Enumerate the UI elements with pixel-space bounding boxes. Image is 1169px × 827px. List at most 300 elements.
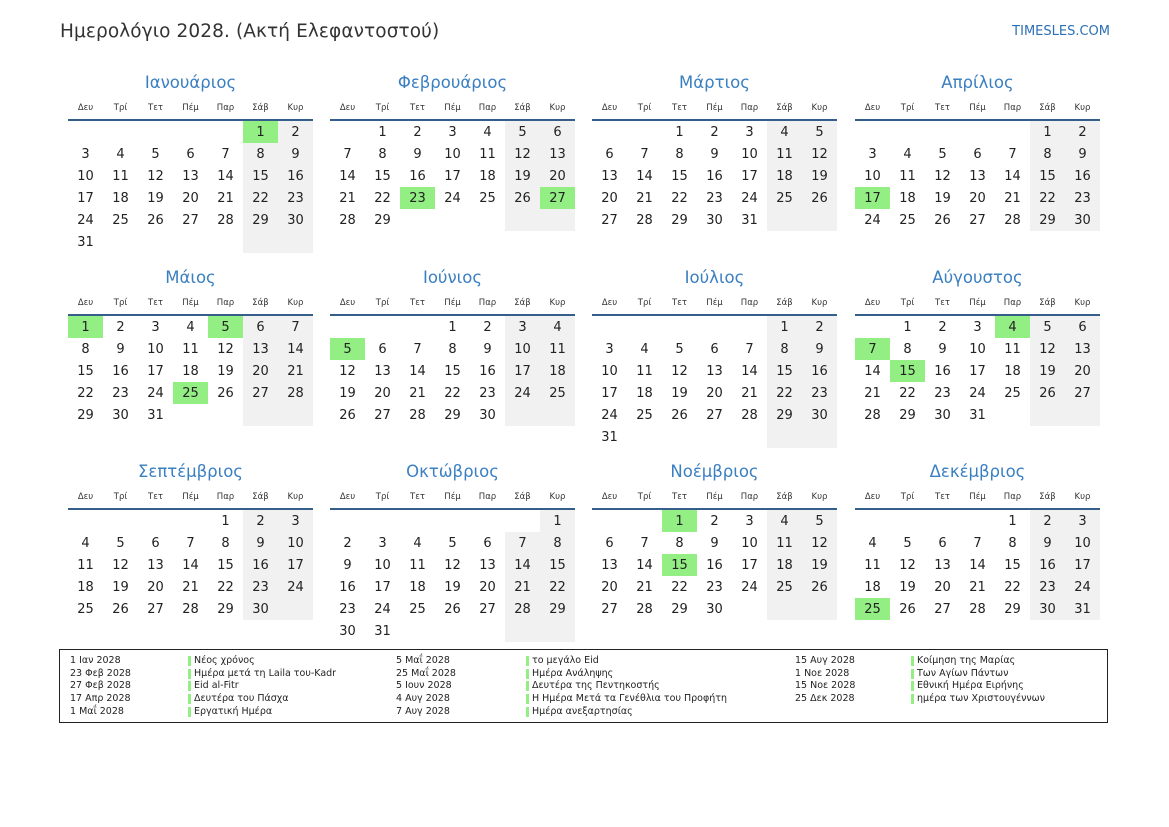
day-cell: 15 [540, 554, 575, 576]
holiday-date: 17 Απρ 2028 [70, 693, 131, 705]
weekday-label: Τρί [375, 103, 390, 113]
day-cell: 21 [864, 385, 881, 401]
weekday-label: Πέμ [706, 298, 723, 308]
holiday-date: 23 Φεβ 2028 [70, 667, 131, 679]
empty-cell [697, 426, 732, 448]
holiday-name: Η Ημέρα Μετά τα Γενέθλια του Προφήτη [526, 693, 727, 704]
weekday-header [68, 492, 313, 505]
day-cell: 12 [147, 168, 164, 184]
day-cell: 15 [1004, 557, 1021, 573]
empty-cell [855, 316, 890, 338]
day-cell: 22 [540, 576, 575, 598]
empty-cell [173, 510, 208, 532]
holiday-date: 1 Νοε 2028 [795, 667, 850, 679]
day-cell: 23 [802, 382, 837, 404]
day-cell: 5 [1030, 316, 1065, 338]
day-cell: 19 [112, 579, 129, 595]
day-cell: 30 [479, 407, 496, 423]
day-cell: 15 [767, 360, 802, 382]
holiday-date: 1 Ιαν 2028 [70, 655, 121, 666]
day-cell: 14 [217, 168, 234, 184]
weekday-label: Παρ [216, 103, 235, 113]
day-cell: 2 [938, 319, 947, 335]
empty-cell [662, 316, 697, 338]
weekday-label: Σάβ [776, 103, 793, 113]
empty-cell [802, 426, 837, 448]
day-cell: 29 [1004, 601, 1021, 617]
holiday-date: 5 Μαΐ 2028 [396, 655, 450, 666]
day-cell: 26 [147, 212, 164, 228]
weekday-header [330, 103, 575, 116]
day-cell: 5 [802, 121, 837, 143]
holiday-name: Νέος χρόνος [188, 655, 255, 666]
day-cell: 27 [243, 382, 278, 404]
day-cell: 3 [378, 535, 387, 551]
weekday-label: Πέμ [182, 492, 199, 502]
holiday-name: Δευτέρα του Πάσχα [188, 693, 289, 704]
day-cell: 3 [745, 513, 754, 529]
holiday-date: 25 Μαΐ 2028 [396, 667, 456, 679]
day-cell: 6 [186, 146, 195, 162]
day-cell: 22 [77, 385, 94, 401]
site-link[interactable]: TIMESLES.COM [1012, 24, 1110, 39]
day-cell: 30 [706, 212, 723, 228]
day-cell: 7 [855, 338, 890, 360]
weekday-label: Τετ [935, 298, 950, 308]
day-cell: 14 [409, 363, 426, 379]
day-cell: 19 [444, 579, 461, 595]
empty-cell [435, 510, 470, 532]
day-cell: 24 [864, 212, 881, 228]
day-cell: 9 [413, 146, 422, 162]
day-cell: 30 [1065, 209, 1100, 231]
day-cell: 14 [864, 363, 881, 379]
day-cell: 5 [330, 338, 365, 360]
empty-cell [173, 231, 208, 253]
day-cell: 9 [1065, 143, 1100, 165]
day-grid [330, 121, 575, 231]
empty-cell [400, 620, 435, 642]
day-cell: 9 [802, 338, 837, 360]
day-cell: 3 [1065, 510, 1100, 532]
day-cell: 28 [969, 601, 986, 617]
day-cell: 25 [899, 212, 916, 228]
holiday-date: 1 Μαΐ 2028 [70, 705, 124, 717]
day-cell: 21 [636, 579, 653, 595]
day-cell: 26 [934, 212, 951, 228]
empty-cell [960, 121, 995, 143]
empty-cell [208, 231, 243, 253]
day-cell: 10 [864, 168, 881, 184]
weekday-label: Τετ [148, 103, 163, 113]
weekday-label: Παρ [478, 103, 497, 113]
day-cell: 23 [112, 385, 129, 401]
empty-cell [470, 209, 505, 231]
empty-cell [103, 121, 138, 143]
empty-cell [627, 426, 662, 448]
day-cell: 3 [81, 146, 90, 162]
month-title: Οκτώβριος [406, 462, 499, 481]
holiday-name: Ημέρα μετά τη Laila του-Kadr [188, 668, 336, 679]
day-cell: 25 [540, 382, 575, 404]
day-cell: 16 [339, 579, 356, 595]
day-cell: 19 [1030, 360, 1065, 382]
day-cell: 6 [483, 535, 492, 551]
day-cell: 13 [1065, 338, 1100, 360]
weekday-label: Τετ [935, 103, 950, 113]
day-grid [855, 316, 1100, 426]
day-cell: 31 [741, 212, 758, 228]
weekday-label: Σάβ [252, 298, 269, 308]
empty-cell [540, 620, 575, 642]
day-grid [68, 316, 313, 426]
weekday-header [855, 103, 1100, 116]
weekday-label: Τρί [637, 298, 652, 308]
day-cell: 30 [1030, 598, 1065, 620]
day-cell: 21 [278, 360, 313, 382]
day-cell: 4 [81, 535, 90, 551]
day-cell: 3 [605, 341, 614, 357]
day-cell: 5 [675, 341, 684, 357]
empty-cell [540, 209, 575, 231]
day-cell: 22 [444, 385, 461, 401]
weekday-label: Σάβ [514, 103, 531, 113]
day-cell: 8 [675, 535, 684, 551]
day-cell: 25 [479, 190, 496, 206]
day-cell: 9 [710, 146, 719, 162]
holiday-date: 4 Αυγ 2028 [396, 693, 450, 705]
day-cell: 3 [151, 319, 160, 335]
day-cell: 14 [636, 557, 653, 573]
day-cell: 16 [409, 168, 426, 184]
day-cell: 4 [868, 535, 877, 551]
day-cell: 2 [1065, 121, 1100, 143]
holiday-date: 15 Νοε 2028 [795, 680, 856, 692]
month-title: Αύγουστος [932, 268, 1023, 287]
day-cell: 28 [741, 407, 758, 423]
day-cell: 16 [802, 360, 837, 382]
day-cell: 15 [1030, 165, 1065, 187]
weekday-label: Πέμ [706, 492, 723, 502]
day-cell: 11 [540, 338, 575, 360]
day-cell: 26 [1030, 382, 1065, 404]
weekday-label: Δευ [864, 103, 881, 113]
day-cell: 28 [636, 212, 653, 228]
day-cell: 4 [767, 121, 802, 143]
weekday-label: Τετ [148, 492, 163, 502]
day-cell: 16 [934, 363, 951, 379]
day-cell: 11 [864, 557, 881, 573]
month-title: Νοέμβριος [670, 462, 759, 481]
weekday-label: Δευ [339, 492, 356, 502]
day-cell: 8 [221, 535, 230, 551]
weekday-label: Κυρ [1074, 298, 1091, 308]
holiday-name: Δευτέρα της Πεντηκοστής [526, 680, 660, 691]
day-cell: 14 [278, 338, 313, 360]
day-cell: 5 [116, 535, 125, 551]
day-cell: 30 [112, 407, 129, 423]
empty-cell [365, 510, 400, 532]
empty-cell [400, 510, 435, 532]
day-cell: 20 [601, 579, 618, 595]
day-cell: 21 [741, 385, 758, 401]
weekday-label: Σάβ [776, 298, 793, 308]
weekday-label: Δευ [864, 298, 881, 308]
day-cell: 24 [1065, 576, 1100, 598]
day-cell: 11 [409, 557, 426, 573]
day-cell: 21 [636, 190, 653, 206]
day-cell: 26 [802, 187, 837, 209]
day-cell: 24 [77, 212, 94, 228]
months-grid [68, 73, 1102, 648]
day-cell: 24 [505, 382, 540, 404]
day-cell: 24 [741, 190, 758, 206]
day-cell: 5 [151, 146, 160, 162]
empty-cell [925, 510, 960, 532]
empty-cell [697, 316, 732, 338]
day-cell: 12 [444, 557, 461, 573]
weekday-label: Παρ [1003, 103, 1022, 113]
day-cell: 17 [1065, 554, 1100, 576]
day-cell: 20 [1065, 360, 1100, 382]
day-cell: 26 [339, 407, 356, 423]
weekday-header [855, 492, 1100, 505]
day-cell: 5 [505, 121, 540, 143]
day-cell: 29 [374, 212, 391, 228]
weekday-label: Τρί [375, 298, 390, 308]
weekday-label: Σάβ [1039, 298, 1056, 308]
day-cell: 25 [855, 598, 890, 620]
empty-cell [1065, 404, 1100, 426]
day-cell: 9 [710, 535, 719, 551]
holiday-name: ημέρα των Χριστουγέννων [911, 693, 1045, 704]
empty-cell [138, 121, 173, 143]
day-cell: 2 [343, 535, 352, 551]
empty-cell [103, 231, 138, 253]
holiday-date: 27 Φεβ 2028 [70, 680, 131, 692]
empty-cell [855, 121, 890, 143]
day-cell: 18 [112, 190, 129, 206]
day-cell: 6 [243, 316, 278, 338]
weekday-label: Παρ [740, 298, 759, 308]
day-cell: 1 [1008, 513, 1017, 529]
holiday-name: Εργατική Ημέρα [188, 706, 272, 717]
day-cell: 27 [540, 187, 575, 209]
weekday-label: Πέμ [182, 298, 199, 308]
day-cell: 8 [767, 338, 802, 360]
day-cell: 8 [378, 146, 387, 162]
holiday-name: το μεγάλο Eid [526, 655, 599, 666]
empty-cell [103, 510, 138, 532]
empty-cell [68, 510, 103, 532]
holiday-list [59, 649, 1108, 723]
day-cell: 27 [479, 601, 496, 617]
empty-cell [767, 426, 802, 448]
day-cell: 14 [741, 363, 758, 379]
empty-cell [173, 404, 208, 426]
weekday-label: Πέμ [969, 103, 986, 113]
day-cell: 1 [378, 124, 387, 140]
month-title: Ιούνιος [422, 268, 483, 287]
weekday-label: Τρί [900, 103, 915, 113]
day-cell: 31 [969, 407, 986, 423]
day-cell: 23 [706, 579, 723, 595]
day-cell: 12 [112, 557, 129, 573]
day-cell: 12 [671, 363, 688, 379]
day-cell: 6 [973, 146, 982, 162]
day-cell: 22 [1004, 579, 1021, 595]
day-cell: 6 [710, 341, 719, 357]
empty-cell [330, 316, 365, 338]
day-cell: 1 [675, 124, 684, 140]
weekday-header [68, 103, 313, 116]
day-grid [855, 510, 1100, 620]
weekday-label: Τετ [935, 492, 950, 502]
day-cell: 19 [217, 363, 234, 379]
day-cell: 16 [278, 165, 313, 187]
day-cell: 2 [710, 513, 719, 529]
day-cell: 18 [409, 579, 426, 595]
empty-cell [435, 620, 470, 642]
day-cell: 25 [636, 407, 653, 423]
day-cell: 24 [278, 576, 313, 598]
month-title: Δεκέμβριος [929, 462, 1026, 481]
weekday-label: Κυρ [549, 492, 566, 502]
day-cell: 11 [112, 168, 129, 184]
day-cell: 25 [77, 601, 94, 617]
empty-cell [68, 121, 103, 143]
day-cell: 20 [479, 579, 496, 595]
empty-cell [505, 209, 540, 231]
day-cell: 31 [77, 234, 94, 250]
weekday-label: Τετ [672, 492, 687, 502]
day-cell: 18 [182, 363, 199, 379]
empty-cell [208, 121, 243, 143]
month-title: Μάρτιος [679, 73, 750, 92]
weekday-label: Σάβ [252, 103, 269, 113]
day-cell: 17 [601, 385, 618, 401]
empty-cell [330, 510, 365, 532]
empty-cell [592, 316, 627, 338]
day-cell: 13 [601, 168, 618, 184]
weekday-header [592, 103, 837, 116]
day-cell: 18 [479, 168, 496, 184]
empty-cell [767, 209, 802, 231]
day-cell: 22 [671, 579, 688, 595]
weekday-label: Σάβ [252, 492, 269, 502]
holiday-name: Των Αγίων Πάντων [911, 668, 1008, 679]
day-cell: 8 [448, 341, 457, 357]
day-cell: 20 [706, 385, 723, 401]
empty-cell [208, 404, 243, 426]
day-cell: 8 [1008, 535, 1017, 551]
weekday-label: Δευ [601, 103, 618, 113]
day-cell: 31 [374, 623, 391, 639]
day-cell: 11 [767, 532, 802, 554]
day-cell: 16 [1065, 165, 1100, 187]
holiday-date: 5 Ιουν 2028 [396, 680, 452, 692]
day-cell: 2 [802, 316, 837, 338]
day-cell: 10 [278, 532, 313, 554]
day-cell: 21 [339, 190, 356, 206]
day-cell: 1 [243, 121, 278, 143]
month-title: Ιούλιος [684, 268, 745, 287]
empty-cell [470, 510, 505, 532]
day-cell: 30 [802, 404, 837, 426]
holiday-name: Κοίμηση της Μαρίας [911, 655, 1015, 666]
empty-cell [890, 510, 925, 532]
day-cell: 11 [1004, 341, 1021, 357]
day-cell: 24 [741, 579, 758, 595]
day-cell: 30 [934, 407, 951, 423]
month-title: Σεπτέμβριος [138, 462, 243, 481]
day-cell: 8 [81, 341, 90, 357]
day-cell: 8 [243, 143, 278, 165]
weekday-header [592, 492, 837, 505]
weekday-label: Πέμ [969, 298, 986, 308]
day-cell: 6 [378, 341, 387, 357]
day-cell: 6 [540, 121, 575, 143]
day-cell: 26 [217, 385, 234, 401]
day-cell: 13 [934, 557, 951, 573]
empty-cell [330, 121, 365, 143]
day-cell: 5 [903, 535, 912, 551]
day-cell: 30 [243, 598, 278, 620]
day-cell: 21 [505, 576, 540, 598]
day-grid [68, 121, 313, 253]
day-cell: 25 [1004, 385, 1021, 401]
day-cell: 11 [767, 143, 802, 165]
day-cell: 7 [640, 535, 649, 551]
day-cell: 27 [706, 407, 723, 423]
day-cell: 8 [903, 341, 912, 357]
day-cell: 24 [374, 601, 391, 617]
day-cell: 19 [505, 165, 540, 187]
day-cell: 12 [802, 143, 837, 165]
day-cell: 28 [505, 598, 540, 620]
weekday-header [68, 298, 313, 311]
day-cell: 2 [243, 510, 278, 532]
day-cell: 3 [505, 316, 540, 338]
weekday-label: Τετ [410, 103, 425, 113]
day-cell: 1 [540, 510, 575, 532]
day-cell: 7 [505, 532, 540, 554]
day-cell: 22 [899, 385, 916, 401]
day-cell: 12 [505, 143, 540, 165]
day-cell: 14 [636, 168, 653, 184]
day-cell: 19 [899, 579, 916, 595]
weekday-header [330, 492, 575, 505]
day-cell: 1 [903, 319, 912, 335]
day-cell: 7 [343, 146, 352, 162]
day-cell: 26 [671, 407, 688, 423]
empty-cell [1030, 404, 1065, 426]
day-cell: 13 [182, 168, 199, 184]
day-grid [592, 510, 837, 620]
day-cell: 22 [767, 382, 802, 404]
day-cell: 12 [802, 532, 837, 554]
day-cell: 16 [479, 363, 496, 379]
day-cell: 10 [444, 146, 461, 162]
day-cell: 16 [1030, 554, 1065, 576]
day-cell: 18 [899, 190, 916, 206]
weekday-label: Κυρ [287, 298, 304, 308]
day-cell: 7 [745, 341, 754, 357]
day-cell: 13 [479, 557, 496, 573]
day-cell: 3 [868, 146, 877, 162]
day-cell: 3 [745, 124, 754, 140]
day-cell: 28 [217, 212, 234, 228]
